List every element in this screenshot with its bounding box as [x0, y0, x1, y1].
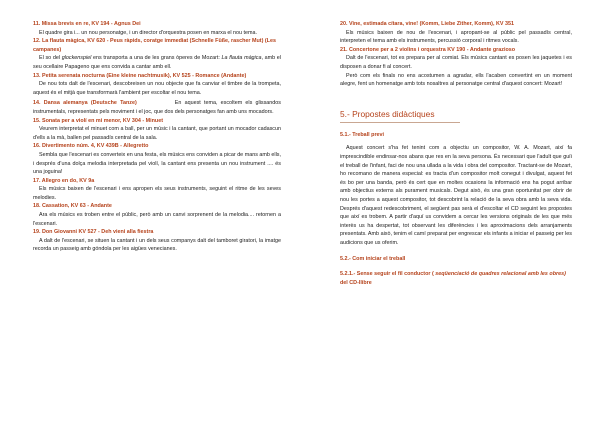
track-12-text [33, 54, 281, 71]
track-15-text: Veurem interpretat el minuet com a ball, per un músic i la cantant, que portant un mocador cadascun d'ells a la mà, ballen pel passadís central de la sala. [33, 126, 281, 141]
track-20-text: Els músics baixen de nou de l'escenari, i apropant-se al públic pel passadís central, interpreten el tema amb els instruments, percussió corporal i ritmes vocals. [340, 29, 572, 45]
subsection-5-1-text: Aquest concert s'ha fet tenint com a objectiu un compositor, W. A. Mozart, així fa imprescindible endinsar-nos abans que res en la seva persona. És necessari que l'adult que guiï el treball de l'infant, faci de nou una ullada a la vida i obra del compositor. Tractant-se de Mozart, ho recomano de manera especial: es tracta d'un compositor molt conegut i divulgat, aquest fet és bo per una banda, però és cert que en moltes ocasions la informació ens ha pogut arribar amb objectius externs als purament musicals. Degut això, és una gran oportunitat per obrir de nou les portes a aquest compositor, tot descobrint la relació de la seva obra amb la seva vida. Després d'aquest redescobriment, el següent pas serà el d'escoltar el CD seguint les propostes que així es trobem. A partir d'aquí us convidem a cercar les versions originals de les que més interès us ha despertat, tot observant les diferències i les aproximacions dels arranjaments presentats. Amb això, tenim el camí preparat per engrescar els infants a iniciar el passeig per les audicions que us oferim. [340, 145, 572, 246]
track-21-heading: 21. Concertone per a 2 violins i orquestra KV 190 - Andante grazioso [340, 46, 516, 53]
section-5-title: 5.- Propostes didàctiques [340, 108, 435, 119]
track-14-heading: 14. Dansa alemanya (Deutsche Tanze) [33, 100, 137, 107]
track-16-text: Sembla que l'escenari es converteix en una festa, els músics ens conviden a picar de mans amb ells, i després d'una dolça melodia interpretada pel violí, la cantant ens presenta un nou instrument .... és una joguina! [33, 151, 281, 176]
track-12-glockenspiel: glockenspiel [61, 55, 92, 62]
track-11-heading: 11. Missa brevis en re, KV 194 - Agnus Dei [33, 21, 141, 27]
track-16-heading: 16. Divertimento núm. 4, KV 439B - Allegretto [33, 143, 149, 150]
track-12-text-a: El so del [39, 55, 62, 62]
subsection-5-2-1-title-italic: seqüenciació de quadres relacional amb les obres) [435, 271, 566, 278]
subsection-5-1-title: 5.1.- Treball previ [340, 131, 385, 138]
track-12-text-c: , amb el seu ocellaire Papageno que ens convida a cantar amb ell. [33, 55, 281, 70]
track-17-heading: 17. Allegro en do, KV 9a [33, 177, 95, 184]
right-column [340, 20, 572, 287]
subsection-5-2-title: 5.2.- Com iniciar el treball [340, 256, 406, 263]
subsection-5-2-1-title [340, 270, 572, 287]
track-19-text: A dalt de l'escenari, se situen la cantant i un dels seus companys dalt del tamboret giratori, la imatge recorda un passeig amb góndola per les aigües venecianes. [33, 237, 281, 253]
track-13-heading: 13. Petita serenata nocturna (Eine kleine nachtmusik), KV 525 - Romance (Andante) [33, 72, 247, 79]
section-divider [340, 122, 460, 123]
track-14-block [33, 99, 281, 116]
track-12-text-b: ens transporta a una de les grans òperes de Mozart: [91, 55, 222, 62]
subsection-5-2-1-title-a: 5.2.1.- Sense seguir el fil conductor ( [340, 271, 436, 278]
track-12-opera-title: La flauta màgica [221, 55, 262, 62]
track-20-heading: 20. Vine, estimada cítara, vine! (Komm, Liebe Zither, Komm), KV 351 [340, 21, 514, 27]
track-15-heading: 15. Sonata per a violí en mi menor, KV 304 - Minuet [33, 117, 164, 124]
left-column [33, 20, 281, 254]
track-18-heading: 18. Cassation, KV 63 - Andante [33, 203, 112, 210]
track-18-text: Ara els músics es troben entre el públic, però amb un canvi sorprenent de la melodia.... retornen a l'escenari. [33, 212, 281, 227]
track-19-heading: 19. Don Giovanni KV 527 - Deh vieni alla fiestra [33, 229, 154, 236]
subsection-5-2-1-title-b: del CD-llibre [340, 279, 372, 286]
track-17-text: Els músics baixen de l'escenari i ens apropen els seus instruments, seguint el ritme de les seves melodies. [33, 186, 281, 201]
track-21-text-a: Dalt de l'escenari, tot es prepara per al comiat. Els músics cantant es posen les jaquetes i es disposen a donar fi al concert. [340, 55, 572, 70]
track-13-text: De nou tots dalt de l'escenari, descobreixen un nou objecte que fa canviar el timbre de la trompeta, aquest és el mitjà que transformarà l'ambient per escoltar el nou tema. [33, 81, 281, 96]
track-21-text-b: Però com els finals no ens acostumen a agradar, ells l'acaben convertint en un moment alegre, fent un homenatge amb tots nosaltres al personatge central d'aquest concert: Mozart! [340, 72, 572, 88]
track-11-text: El quadre gira i... un nou personatge, i un director d'orquestra posen en marxa el nou tema. [39, 29, 257, 36]
track-12-heading: 12. La flauta màgica, KV 620 - Peus ràpids, coratge immediat (Schnelle Füße, rascher Mut) (Les campanes) [33, 38, 276, 53]
track-14-text: En aquest tema, escoltem els glissandos instrumentals, representats pels moviment i el joc, que dos dels personatges fan amb uns mocadors. [33, 100, 281, 115]
